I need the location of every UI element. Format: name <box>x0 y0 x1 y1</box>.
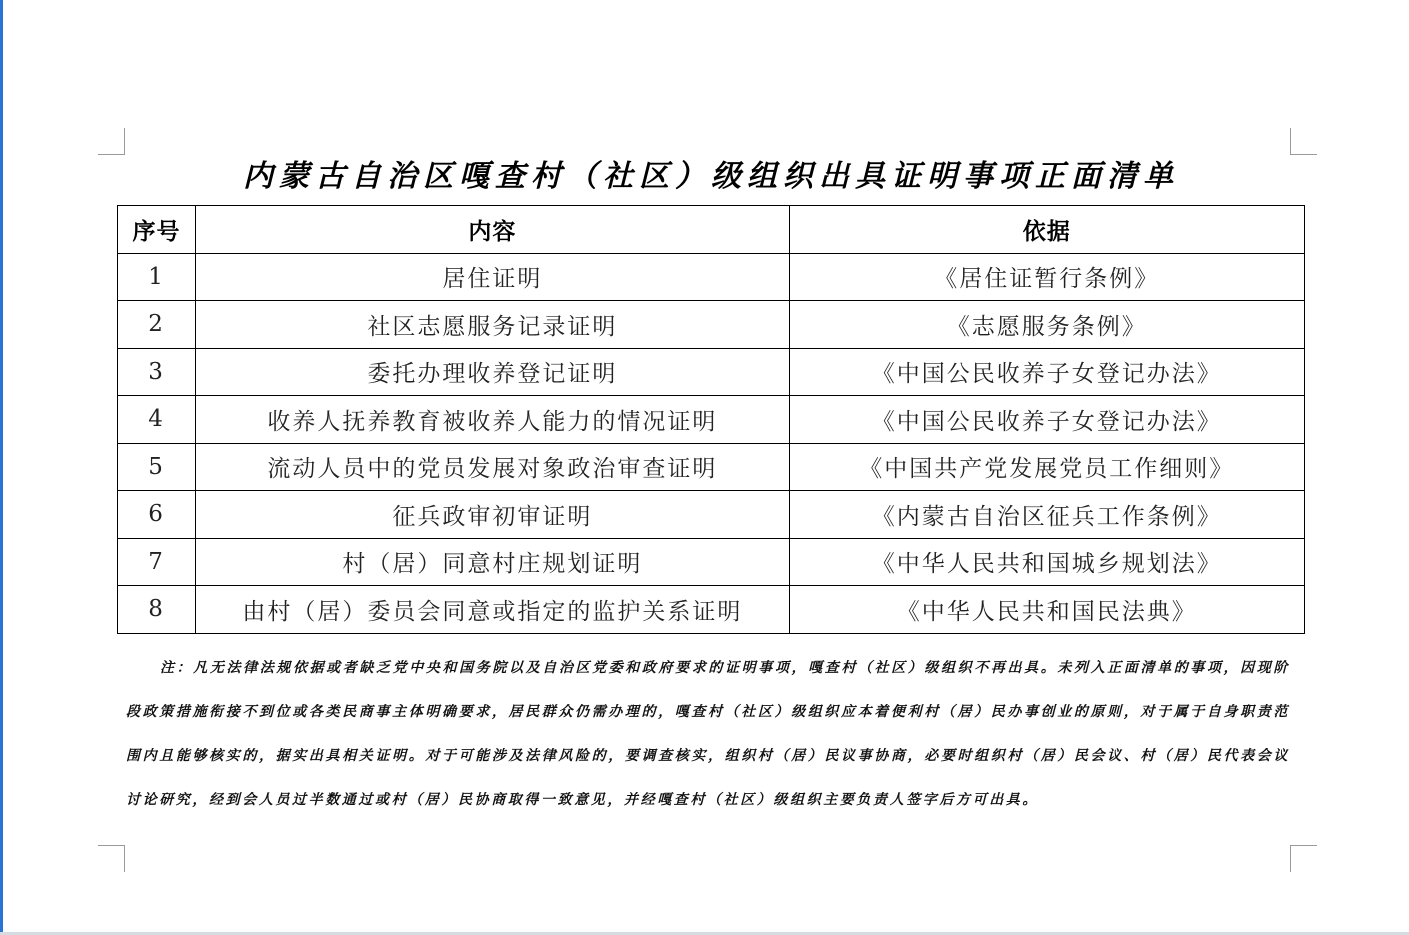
row-basis: 《志愿服务条例》 <box>789 301 1304 349</box>
row-content: 征兵政审初审证明 <box>196 491 790 539</box>
row-basis: 《中华人民共和国民法典》 <box>789 586 1304 634</box>
row-content: 收养人抚养教育被收养人能力的情况证明 <box>196 396 790 444</box>
row-serial-number: 5 <box>118 443 196 491</box>
header-content: 内容 <box>196 206 790 254</box>
row-content: 居住证明 <box>196 253 790 301</box>
certificate-list-table <box>117 205 1305 634</box>
row-serial-number: 7 <box>118 538 196 586</box>
header-serial-number: 序号 <box>118 206 196 254</box>
crop-mark-top-right <box>1290 128 1317 155</box>
row-basis: 《中国公民收养子女登记办法》 <box>789 396 1304 444</box>
footnote-paragraph: 注：凡无法律法规依据或者缺乏党中央和国务院以及自治区党委和政府要求的证明事项，嘎查村（社区）级组织不再出具。未列入正面清单的事项，因现阶段政策措施衔接不到位或各类民商事主体明确要求，居民群众仍需办理的，嘎查村（社区）级组织应本着便利村（居）民办事创业的原则，对于属于自身职责范围内且能够核实的，据实出具相关证明。对于可能涉及法律风险的，要调查核实，组织村（居）民议事协商，必要时组织村（居）民会议、村（居）民代表会议讨论研究，经到会人员过半数通过或村（居）民协商取得一致意见，并经嘎查村（社区）级组织主要负责人签字后方可出具。 <box>126 660 1290 808</box>
table-row <box>118 253 1305 301</box>
crop-mark-top-left <box>98 128 125 155</box>
row-serial-number: 8 <box>118 586 196 634</box>
row-basis: 《居住证暂行条例》 <box>789 253 1304 301</box>
row-content: 流动人员中的党员发展对象政治审查证明 <box>196 443 790 491</box>
row-serial-number: 6 <box>118 491 196 539</box>
row-content: 由村（居）委员会同意或指定的监护关系证明 <box>196 586 790 634</box>
row-serial-number: 1 <box>118 253 196 301</box>
row-basis: 《内蒙古自治区征兵工作条例》 <box>789 491 1304 539</box>
row-basis: 《中国共产党发展党员工作细则》 <box>789 443 1304 491</box>
row-content: 社区志愿服务记录证明 <box>196 301 790 349</box>
row-serial-number: 3 <box>118 348 196 396</box>
table-row <box>118 586 1305 634</box>
crop-mark-bottom-left <box>98 845 125 872</box>
window-left-border <box>0 0 3 935</box>
table-row <box>118 348 1305 396</box>
row-serial-number: 4 <box>118 396 196 444</box>
row-basis: 《中国公民收养子女登记办法》 <box>789 348 1304 396</box>
crop-mark-bottom-right <box>1290 845 1317 872</box>
header-basis: 依据 <box>789 206 1304 254</box>
table-row <box>118 491 1305 539</box>
row-basis: 《中华人民共和国城乡规划法》 <box>789 538 1304 586</box>
row-serial-number: 2 <box>118 301 196 349</box>
row-content: 委托办理收养登记证明 <box>196 348 790 396</box>
row-content: 村（居）同意村庄规划证明 <box>196 538 790 586</box>
document-title: 内蒙古自治区嘎查村（社区）级组织出具证明事项正面清单 <box>243 159 1179 194</box>
table-header-row <box>118 206 1305 254</box>
table-row <box>118 443 1305 491</box>
table-row <box>118 396 1305 444</box>
table-row <box>118 301 1305 349</box>
table-row <box>118 538 1305 586</box>
